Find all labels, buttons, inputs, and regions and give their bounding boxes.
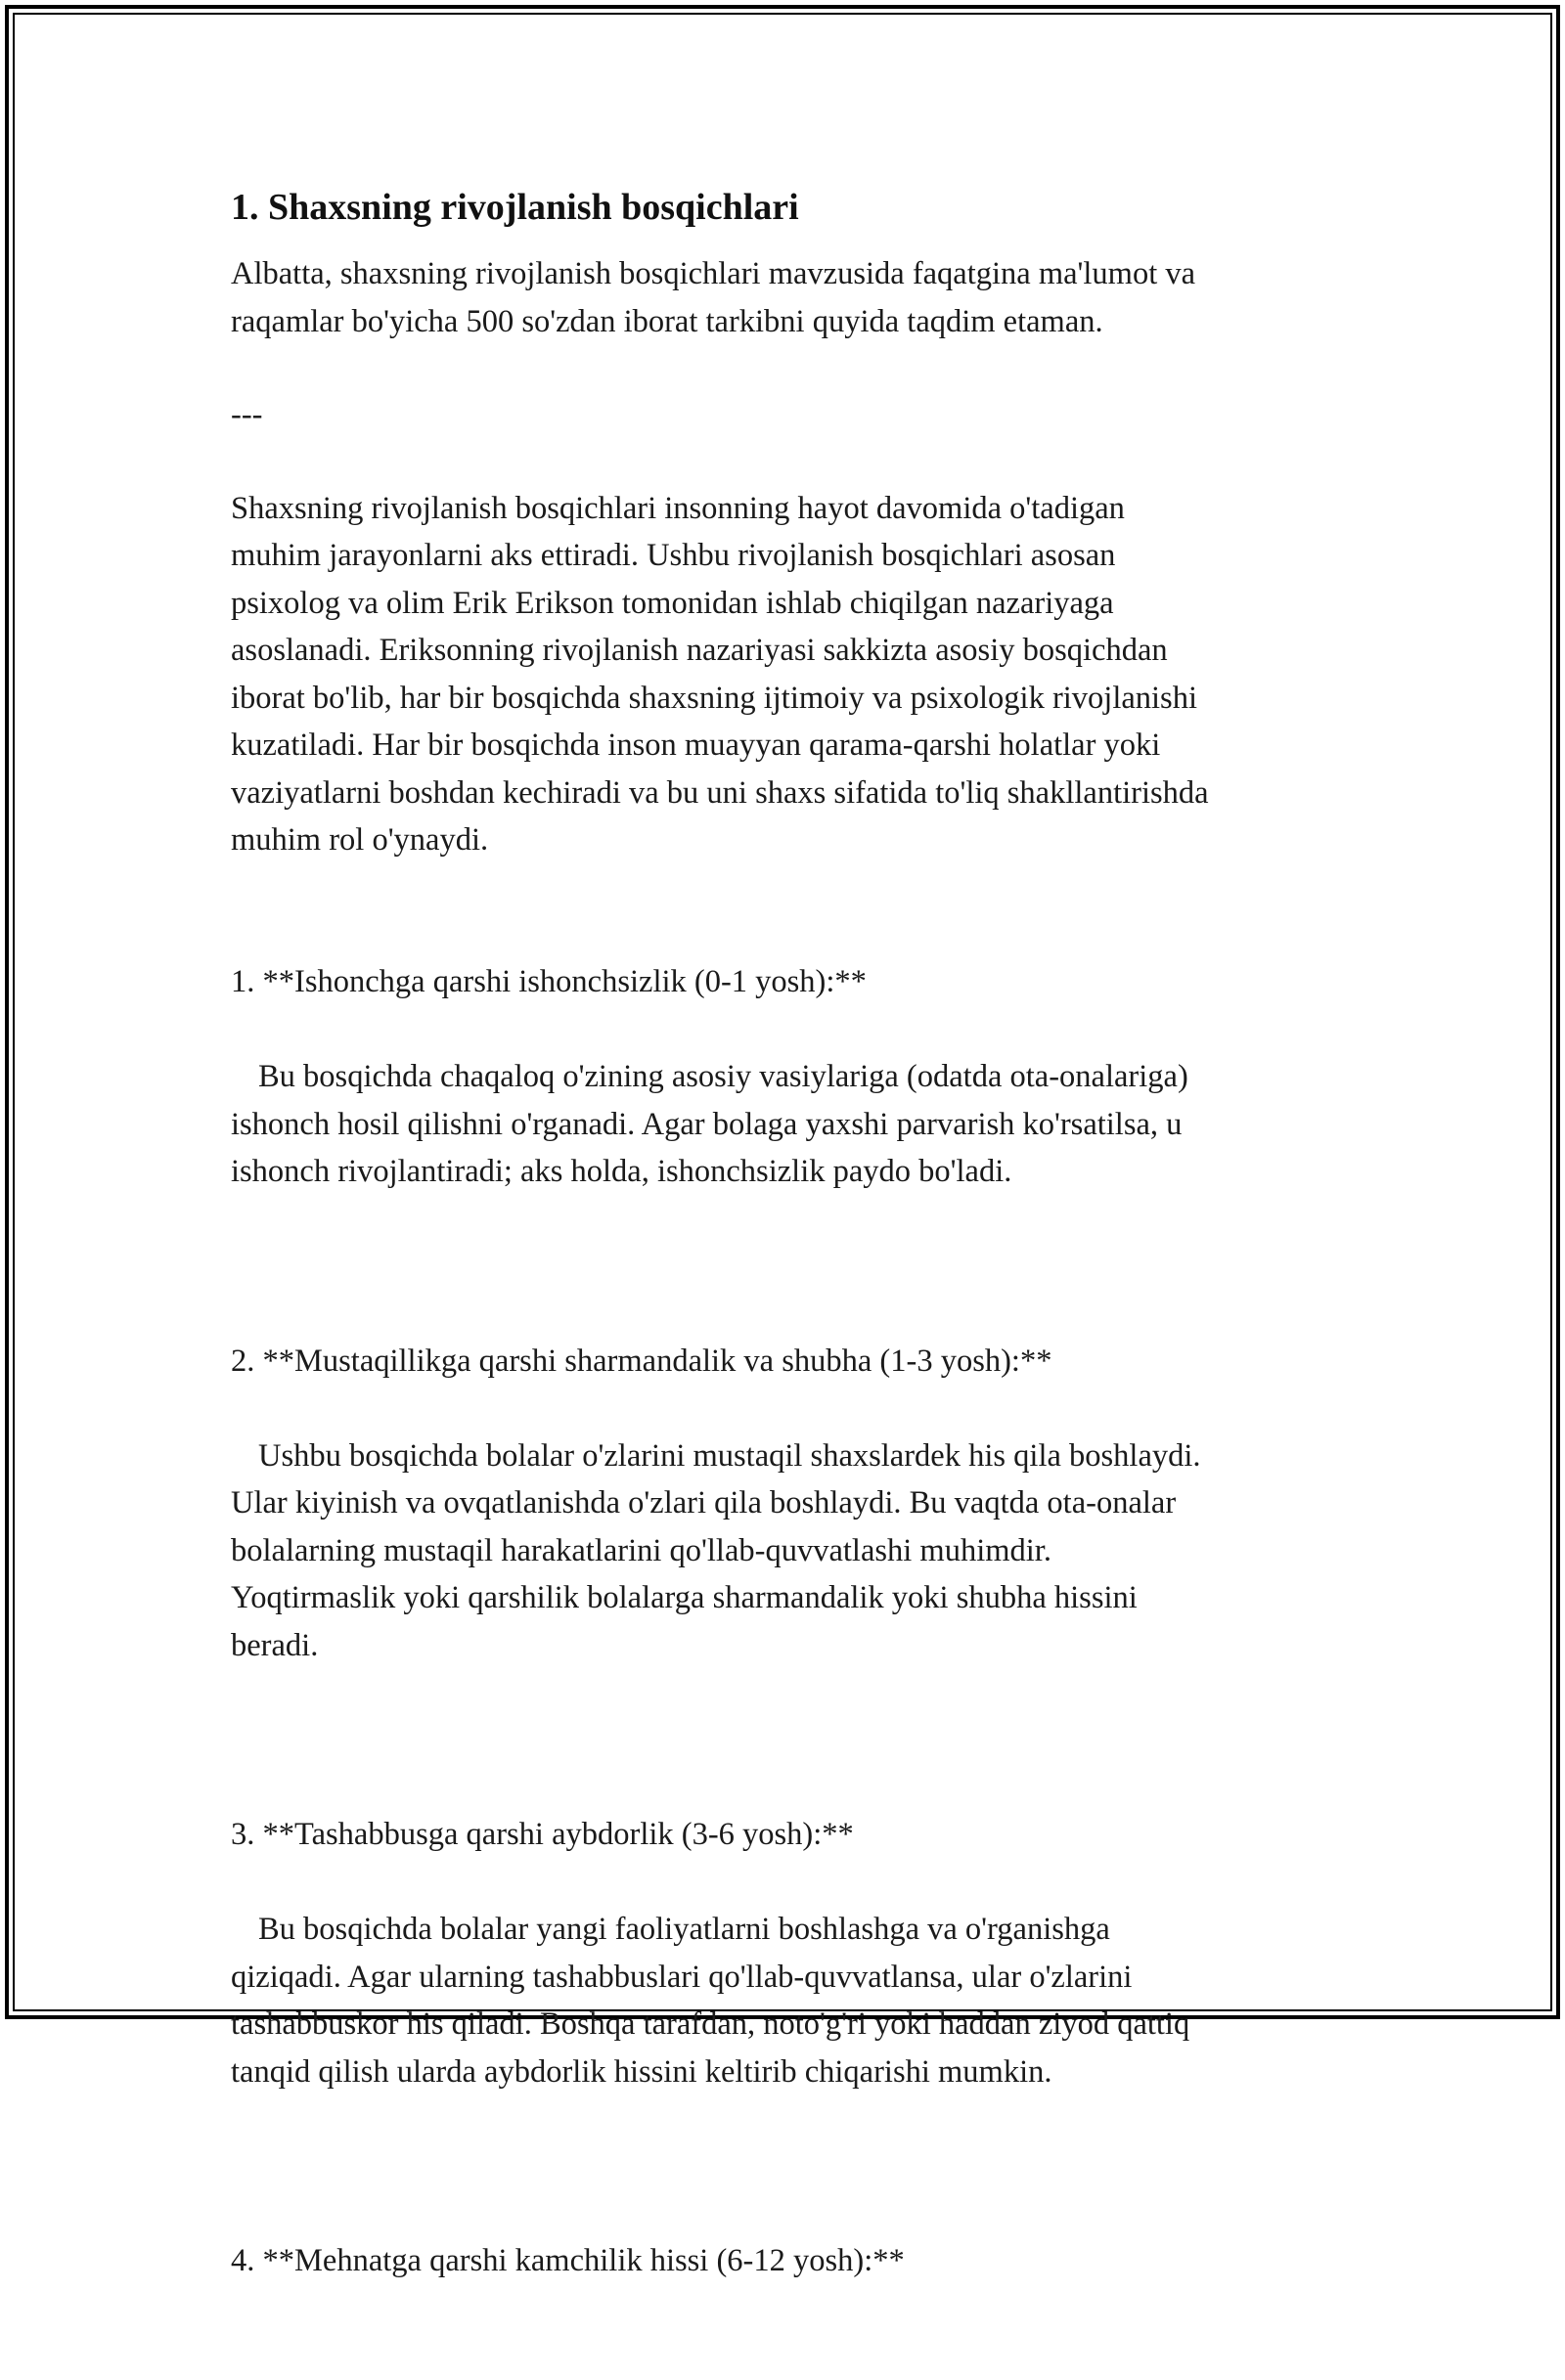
stage-item-2: [231, 1290, 1346, 1717]
stage-description: Bu bosqichda chaqaloq o'zining asosiy vasiylariga (odatda ota-onalariga) ishonch hosil qilishni o'rganadi. Agar bolaga yaxshi parvarish ko'rsatilsa, u ishonch rivojlantiradi; aks holda, ishonchsizlik paydo bo'ladi.: [231, 1059, 1188, 1189]
stage-item-1: [231, 911, 1346, 1244]
stage-heading: 4. **Mehnatga qarshi kamchilik hissi (6-12 yosh):**: [231, 2243, 905, 2278]
separator-line: ---: [231, 397, 263, 432]
stage-heading: 2. **Mustaqillikga qarshi sharmandalik va shubha (1-3 yosh):**: [231, 1343, 1052, 1379]
stage-heading: 1. **Ishonchga qarshi ishonchsizlik (0-1 yosh):**: [231, 964, 867, 999]
document-title: 1. Shaxsning rivojlanish bosqichlari: [231, 187, 799, 228]
stage-item-3: [231, 1764, 1346, 2143]
stage-description: Bu bosqichda bolalar yangi faoliyatlarni boshlashga va o'rganishga qiziqadi. Agar ularning tashabbuslari qo'llab-quvvatlansa, ular o'zlarini tashabbuskor his qiladi. Boshqa tarafdan, noto'g'ri yoki haddan ziyod qattiq tanqid qilish ularda aybdorlik hissini keltirib chiqarishi mumkin.: [231, 1912, 1190, 2090]
stage-item-4: [231, 2190, 1346, 2380]
document-body: [231, 184, 1346, 2380]
stage-description: Ushbu bosqichda bolalar o'zlarini mustaqil shaxslardek his qila boshlaydi. Ular kiyinish va ovqatlanishda o'zlari qila boshlaydi. Bu vaqtda ota-onalar bolalarning mustaqil harakatlarini qo'llab-quvvatlashi muhimdir. Yoqtirmaslik yoki qarshilik bolalarga sharmandalik yoki shubha hissini beradi.: [231, 1437, 1201, 1663]
stage-heading: 3. **Tashabbusga qarshi aybdorlik (3-6 yosh):**: [231, 1817, 854, 1852]
intro-paragraph: Albatta, shaxsning rivojlanish bosqichlari mavzusida faqatgina ma'lumot va raqamlar bo'yicha 500 so'zdan iborat tarkibni quyida taqdim etaman.: [231, 256, 1196, 339]
overview-paragraph: Shaxsning rivojlanish bosqichlari insonning hayot davomida o'tadigan muhim jarayonlarni aks ettiradi. Ushbu rivojlanish bosqichlari asosan psixolog va olim Erik Erikson tomonidan ishlab chiqilgan nazariyaga asoslanadi. Eriksonning rivojlanish nazariyasi sakkizta asosiy bosqichdan iborat bo'lib, har bir bosqichda shaxsning ijtimoiy va psixologik rivojlanishi kuzatiladi. Har bir bosqichda inson muayyan qarama-qarshi holatlar yoki vaziyatlarni boshdan kechiradi va bu uni shaxs sifatida to'liq shakllantirishda muhim rol o'ynaydi.: [231, 490, 1209, 858]
